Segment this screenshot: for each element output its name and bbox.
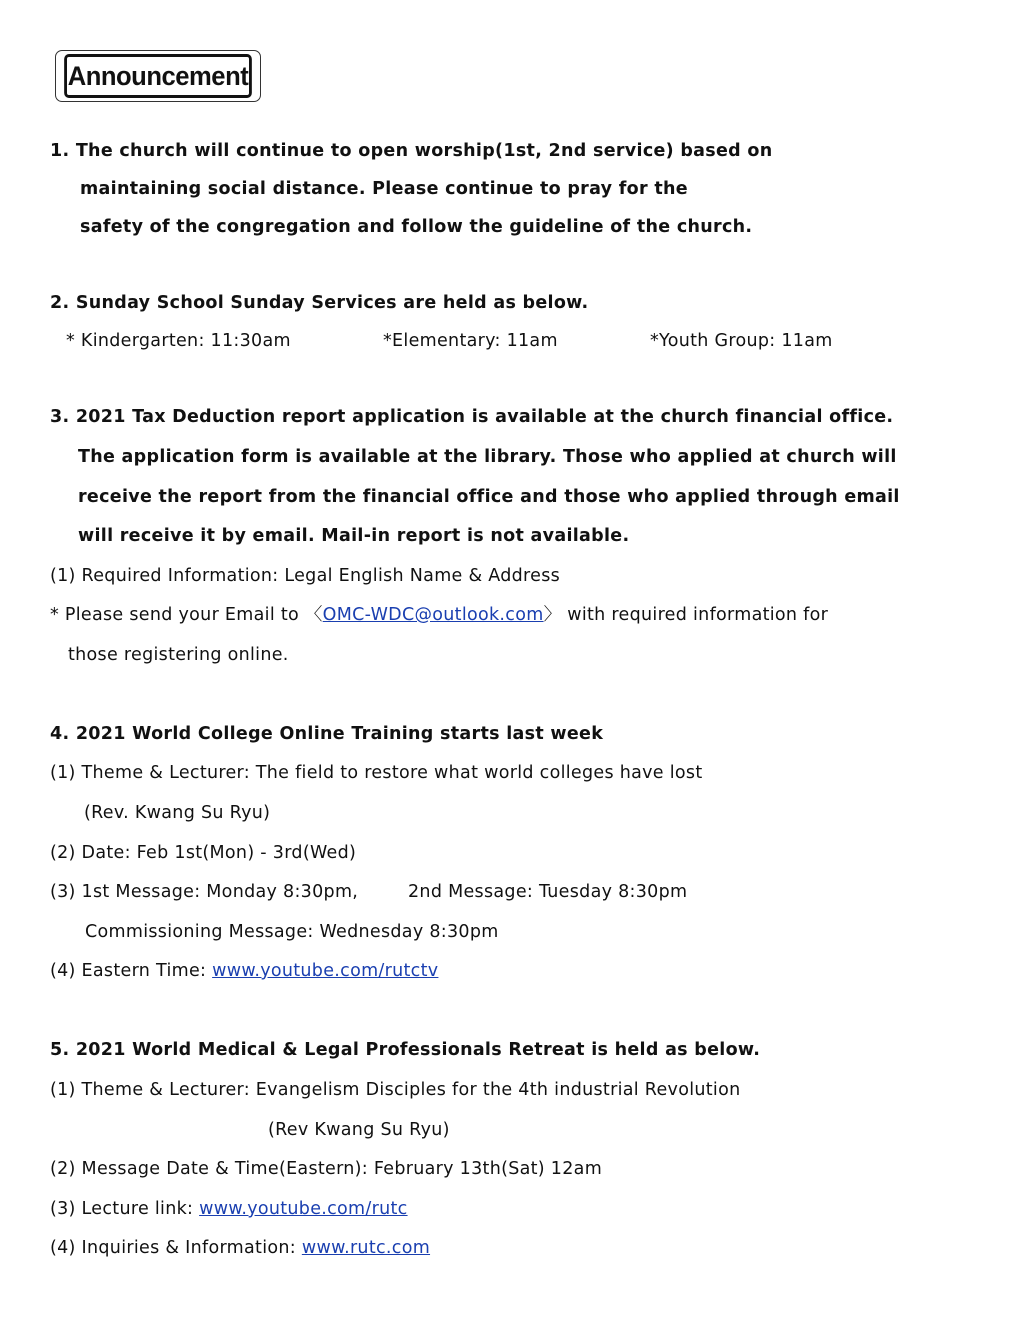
s4-heading: 4. 2021 World College Online Training starts last week <box>50 724 604 744</box>
rutc-youtube-link[interactable]: www.youtube.com/rutc <box>199 1199 408 1219</box>
s2-heading: 2. Sunday School Sunday Services are held as below. <box>50 293 589 313</box>
s5-item-3 <box>50 1198 408 1220</box>
s3-line-2: The application form is available at the library. Those who applied at church will <box>78 447 897 467</box>
s4-item-2: (2) Date: Feb 1st(Mon) - 3rd(Wed) <box>50 843 357 863</box>
s3-email-suffix: 〉 with required information for <box>543 605 829 625</box>
s5-item-4 <box>50 1237 430 1259</box>
s4-item-3b: 2nd Message: Tuesday 8:30pm <box>408 882 688 902</box>
email-link[interactable]: OMC-WDC@outlook.com <box>322 605 544 625</box>
s3-line-4: will receive it by email. Mail-in report is not available. <box>78 526 630 546</box>
s5-item-2: (2) Message Date & Time(Eastern): February 13th(Sat) 12am <box>50 1159 603 1179</box>
s3-required-info: (1) Required Information: Legal English Name & Address <box>50 566 561 586</box>
s5-item-3-label: (3) Lecture link: <box>50 1199 200 1219</box>
s4-item-3c: Commissioning Message: Wednesday 8:30pm <box>85 922 499 942</box>
s4-item-1: (1) Theme & Lecturer: The field to restore what world colleges have lost <box>50 763 703 783</box>
s2-elementary: *Elementary: 11am <box>383 331 558 351</box>
s5-item-1: (1) Theme & Lecturer: Evangelism Disciples for the 4th industrial Revolution <box>50 1080 741 1100</box>
s3-email-line-2: those registering online. <box>68 645 289 665</box>
rutc-site-link[interactable]: www.rutc.com <box>301 1238 431 1258</box>
s3-line-1: 3. 2021 Tax Deduction report application is available at the church financial office. <box>50 407 894 427</box>
s1-line-2: maintaining social distance. Please continue to pray for the <box>80 179 688 199</box>
s3-email-prefix: * Please send your Email to 〈 <box>50 605 323 625</box>
s1-line-3: safety of the congregation and follow the guideline of the church. <box>80 217 753 237</box>
s2-youth-group: *Youth Group: 11am <box>650 331 833 351</box>
s5-item-4-label: (4) Inquiries & Information: <box>50 1238 302 1258</box>
s4-item-4-label: (4) Eastern Time: <box>50 961 213 981</box>
s4-item-4 <box>50 960 438 982</box>
s5-heading: 5. 2021 World Medical & Legal Professionals Retreat is held as below. <box>50 1040 761 1060</box>
title-box <box>55 50 261 102</box>
s5-item-1-lecturer: (Rev Kwang Su Ryu) <box>268 1120 450 1140</box>
s1-line-1: 1. The church will continue to open worship(1st, 2nd service) based on <box>50 141 773 161</box>
s3-email-line <box>50 604 828 626</box>
s2-kindergarten: * Kindergarten: 11:30am <box>66 331 291 351</box>
s4-item-3a: (3) 1st Message: Monday 8:30pm, <box>50 882 359 902</box>
s4-item-1-lecturer: (Rev. Kwang Su Ryu) <box>84 803 271 823</box>
s3-line-3: receive the report from the financial office and those who applied through email <box>78 487 900 507</box>
rutctv-link[interactable]: www.youtube.com/rutctv <box>212 961 439 981</box>
page-title: Announcement <box>64 54 252 98</box>
